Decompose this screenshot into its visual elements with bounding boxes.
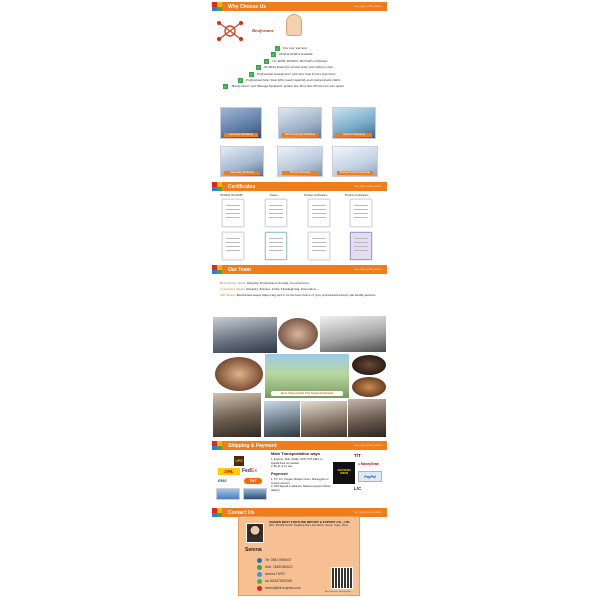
why-point: ✓ OEM & ODM is available	[271, 52, 313, 58]
product-detail-column	[212, 0, 387, 600]
team-line: Our Vision: Bestfortune keeps improving and to be the best choice of your professional beauty and health partners.	[220, 292, 376, 297]
cert-column-header: Patent	[270, 194, 278, 197]
contact-line: Mob: 18450482622	[265, 565, 293, 569]
why-point: ✓ One year warranty	[275, 46, 308, 51]
team-photo	[352, 377, 386, 397]
company-name: XIAMEN BEST FORTUNE IMPORT & EXPORT CO., LTD.	[269, 520, 351, 524]
avatar	[246, 523, 264, 543]
why-point: ✓ No MOQ limited for normal order, short delivery time	[256, 65, 333, 71]
ems-logo: EMS	[218, 478, 227, 483]
qr-code-icon	[331, 567, 353, 589]
team-caption: Best Team Build The Splendid Brand	[271, 391, 343, 396]
mobile-icon	[257, 565, 262, 570]
header-site: tec_mgyb_xmbe_xmoo…	[354, 185, 383, 188]
workshop-photo: Assembly Workshop	[220, 146, 264, 177]
team-line: Best Partner Team: Integrity, Professional, Prompt, Good Service.	[220, 281, 310, 285]
airplane-photo	[216, 488, 240, 500]
cert-column-header: Product Certification	[345, 194, 369, 197]
ups-logo: UPS	[234, 456, 244, 466]
why-point: ✓ Professional manufacturer with more than 8 years experience	[249, 71, 336, 77]
contact-line: sa:1531575299361	[265, 579, 293, 583]
moneygram-logo: ● MoneyGram	[358, 462, 380, 466]
section-title: Certificates	[228, 183, 256, 190]
header-site: tec_mgyb_xmbe_xmoo…	[354, 511, 383, 514]
business-card	[238, 516, 360, 596]
header-site: tec_mgyb_xmbe_xmoo…	[354, 268, 383, 271]
certificate-image	[350, 199, 372, 227]
tnt-logo: TNT	[244, 478, 262, 484]
section-logo-icon	[212, 441, 222, 450]
fedex-logo: FedEx	[242, 468, 258, 474]
certificate-image	[222, 232, 244, 260]
certificate-image	[308, 232, 330, 260]
workshop-photo: Parts Assembly Workshop	[278, 107, 322, 139]
check-icon: ✓	[238, 77, 243, 83]
team-line: Corporate Culture: Integrity, Passion, Unity, Thanksgiving, Innovation....	[220, 286, 320, 291]
why-point: ✓ "Beauty device" and "Massage Equipment" product line. More than 300 items for your option.	[223, 84, 345, 90]
email-icon	[257, 586, 262, 591]
check-icon: ✓	[264, 58, 269, 64]
contact-line: serena@bfi-express.com	[265, 586, 301, 590]
team-photo	[213, 317, 277, 353]
company-address: ADD.: ROOM# No.819, Tongjiliang Road, Xike District, Xiamen, Fujian, China	[269, 525, 348, 527]
check-icon: ✓	[271, 52, 276, 58]
phone-icon	[257, 558, 262, 563]
certificates-header	[212, 182, 387, 191]
certificate-image	[222, 199, 244, 227]
payment-line: 2. 30% deposit in advance, balance payment before delivery	[271, 485, 331, 493]
contact-name: Serena	[245, 547, 262, 553]
ship-photo	[243, 488, 267, 500]
why-points-list	[223, 46, 387, 89]
team-photo-group	[264, 353, 350, 399]
check-icon: ✓	[223, 84, 228, 90]
section-logo-icon	[212, 182, 222, 191]
check-icon: ✓	[275, 46, 280, 51]
card-tagline: Best Fortune: Winning Hot	[325, 591, 351, 593]
check-icon: ✓	[256, 65, 261, 71]
why-point: ✓ CE, RoHS, ISO9001, ISO13485 certificates	[264, 58, 328, 64]
team-text	[220, 281, 385, 299]
dhl-logo: DHL	[218, 468, 240, 475]
certificate-image	[265, 199, 287, 227]
certificate-image	[350, 232, 372, 260]
cert-column-header: ISO9001 ISO13485	[220, 194, 243, 197]
section-logo-icon	[212, 265, 222, 274]
shipping-header	[212, 441, 387, 450]
certificate-image	[265, 232, 287, 260]
header-site: tec_mgyb_xmbe_xmoo…	[354, 444, 383, 447]
header-site: tec_mgyb_xmbe_xmoo…	[354, 5, 383, 8]
lc-label: L/C	[354, 486, 362, 491]
team-photo	[352, 355, 386, 375]
section-title: Why Choose Us	[228, 3, 267, 10]
certificate-image	[308, 199, 330, 227]
why-point: ✓ Professional Sales Team With Good Capability and Communication Skills	[238, 77, 341, 83]
paypal-logo: PayPal	[358, 471, 382, 482]
workshop-photo: Boxing Packing Workshop	[332, 146, 378, 177]
skype-icon	[257, 572, 262, 577]
workshop-photo: Assembly Workshop	[220, 107, 262, 139]
transport-title: Main Transportation ways	[271, 451, 321, 456]
team-photo	[301, 401, 347, 437]
brand-mascot-icon	[286, 14, 302, 36]
team-photo	[348, 399, 386, 437]
team-photo	[264, 401, 300, 437]
section-title: Our Team	[228, 266, 251, 273]
payment-line: 1. T/T, L/C, Paypal, Western union, Moneygram or secure payment	[271, 477, 329, 485]
workshop-photo: Injection Workshop	[332, 107, 376, 139]
wechat-icon	[257, 579, 262, 584]
transport-line: 2. By air or by sea	[271, 465, 292, 469]
tt-label: T/T	[354, 453, 361, 458]
cert-column-header: Product Certification	[304, 194, 328, 197]
section-title: Contact Us	[228, 509, 255, 516]
section-title: Shipping & Payment	[228, 442, 277, 449]
workshop-photo: Testing Workshop	[277, 146, 323, 177]
our-team-header	[212, 265, 387, 274]
section-logo-icon	[212, 508, 222, 517]
brand-name: Bestfortune	[252, 28, 274, 33]
section-logo-icon	[212, 2, 222, 11]
team-photo	[215, 357, 263, 391]
transport-info	[271, 451, 331, 493]
team-photo	[213, 393, 261, 437]
contact-line: Tel: 0592-5996637	[265, 558, 292, 562]
check-icon: ✓	[249, 71, 254, 77]
why-choose-us-header	[212, 2, 387, 11]
team-photo	[278, 318, 318, 350]
contact-line: serena-TWP2	[265, 572, 285, 576]
payment-title: Payment	[271, 471, 288, 477]
team-photo	[320, 316, 386, 352]
transport-line: 1. Express: DHL, FedEx, UPS, TNT, EMS, or special lines not needed	[271, 457, 323, 465]
western-union-logo: WESTERN UNION	[333, 462, 355, 484]
